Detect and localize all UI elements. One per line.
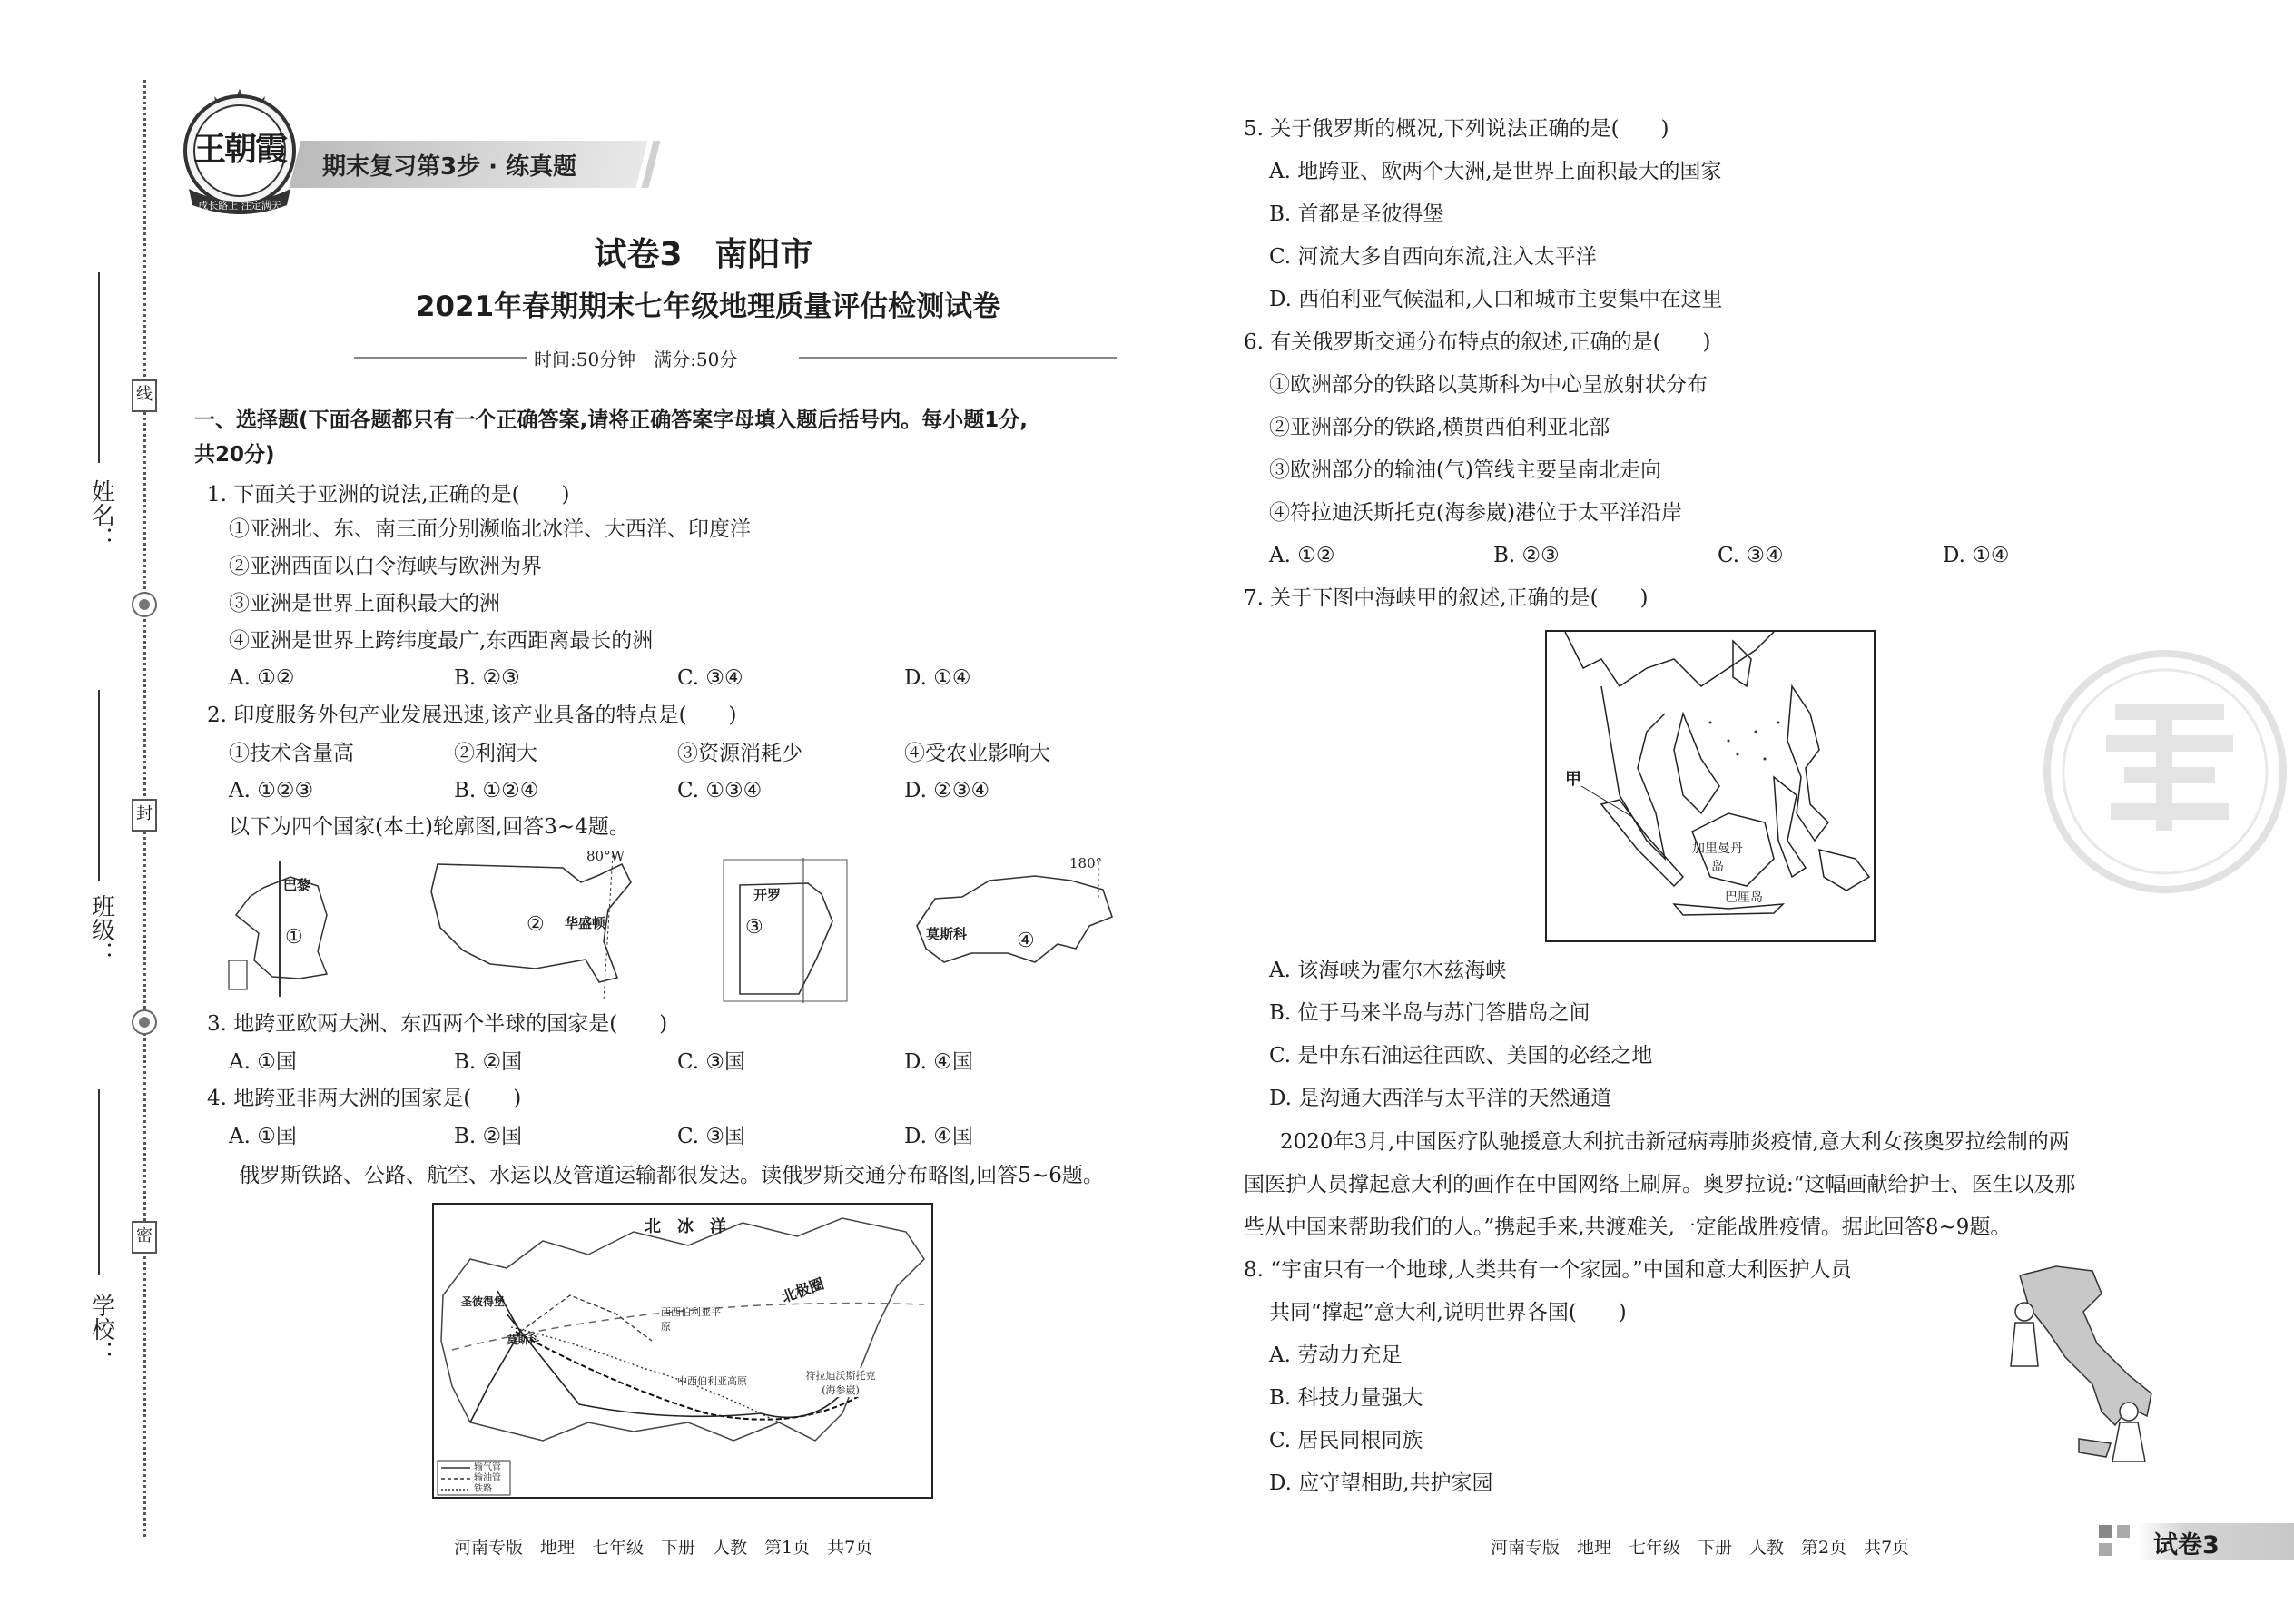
- q1-item-1: ①亚洲北、东、南三面分别濒临北冰洋、大西洋、印度洋: [229, 517, 751, 541]
- q1-stem: 1. 下面关于亚洲的说法,正确的是( ): [207, 483, 570, 507]
- q2-option-d[interactable]: D. ②③④: [904, 779, 990, 802]
- italy-medics-illustration: [1993, 1257, 2201, 1475]
- footer-left: 河南专版 地理 七年级 下册 人教 第1页 共7页: [454, 1538, 873, 1558]
- class-label: 班级：: [87, 894, 115, 965]
- q6-option-b[interactable]: B. ②③: [1493, 544, 1560, 567]
- banner-text: 期末复习第3步 · 练真题: [322, 153, 577, 181]
- russia-map-legend-oil: 输油管: [474, 1473, 501, 1483]
- q6-option-a[interactable]: A. ①②: [1269, 544, 1335, 567]
- passage-line-3: 些从中国来帮助我们的人。”携起手来,共渡难关,一定能战胜疫情。据此回答8~9题。: [1244, 1216, 2012, 1239]
- q3-option-d[interactable]: D. ④国: [904, 1050, 973, 1074]
- q6-option-c[interactable]: C. ③④: [1718, 544, 1784, 567]
- logo-motto: 成长路上 注定满天: [198, 200, 281, 212]
- passage-line-2: 国医护人员撑起意大利的画作在中国网络上刷屏。奥罗拉说:“这幅画献给护士、医生以及那: [1244, 1173, 2076, 1196]
- russia-map-st-petersburg: 圣彼得堡: [461, 1295, 506, 1308]
- russia-map-central-siberia: 中西伯利亚高原: [677, 1375, 747, 1387]
- name-label: 姓名：: [87, 479, 115, 550]
- q8-stem-2: 共同“撑起”意大利,说明世界各国( ): [1269, 1301, 1627, 1324]
- seal-char-mi: 密: [132, 1221, 157, 1254]
- q7-option-d[interactable]: D. 是沟通大西洋与太平洋的天然通道: [1269, 1087, 1612, 1110]
- footer-tab-dot-1: [2099, 1525, 2112, 1538]
- logo-text: 王朝霞: [192, 130, 286, 168]
- q1-item-4: ④亚洲是世界上跨纬度最广,东西距离最长的洲: [229, 629, 654, 653]
- binding-hole-top: [132, 592, 157, 617]
- intro-5-6: 俄罗斯铁路、公路、航空、水运以及管道运输都很发达。读俄罗斯交通分布略图,回答5~6题。: [239, 1164, 1104, 1187]
- russia-map-legend-rail: 铁路: [474, 1484, 492, 1494]
- q4-option-c[interactable]: C. ③国: [677, 1125, 746, 1148]
- q2-option-a[interactable]: A. ①②③: [229, 779, 314, 802]
- q1-item-2: ②亚洲西面以白令海峡与欧洲为界: [229, 555, 542, 578]
- map-egypt-capital: 开罗: [753, 887, 782, 903]
- map-russia-capital: 莫斯科: [926, 926, 968, 942]
- q6-item-3: ③欧洲部分的输油(气)管线主要呈南北走向: [1269, 458, 1661, 482]
- q2-item-4: ④受农业影响大: [904, 742, 1050, 765]
- sea-map-strait-jia: 甲: [1565, 770, 1581, 789]
- q3-stem: 3. 地跨亚欧两大洲、东西两个半球的国家是( ): [207, 1012, 668, 1036]
- time-rule-right: [799, 357, 1117, 359]
- q1-option-d[interactable]: D. ①④: [904, 666, 971, 690]
- q8-option-a[interactable]: A. 劳动力充足: [1269, 1343, 1403, 1367]
- map-france-number: ①: [285, 926, 303, 949]
- q6-item-4: ④符拉迪沃斯托克(海参崴)港位于太平洋沿岸: [1269, 501, 1682, 525]
- map-usa: [427, 848, 654, 1000]
- q7-option-c[interactable]: C. 是中东石油运往西欧、美国的必经之地: [1269, 1044, 1653, 1068]
- class-underline: [98, 690, 100, 881]
- map-russia: [908, 855, 1117, 999]
- q3-option-b[interactable]: B. ②国: [454, 1050, 523, 1074]
- q3-option-a[interactable]: A. ①国: [229, 1050, 297, 1074]
- section-heading: 一、选择题(下面各题都只有一个正确答案,请将正确答案字母填入题后括号内。每小题1分,: [194, 408, 1028, 432]
- q4-stem: 4. 地跨亚非两大洲的国家是( ): [207, 1087, 522, 1110]
- map-egypt-number: ③: [745, 916, 763, 939]
- q1-option-a[interactable]: A. ①②: [229, 666, 295, 690]
- q2-item-2: ②利润大: [454, 742, 537, 765]
- school-underline: [98, 1089, 100, 1275]
- russia-map-ocean: 北 冰 洋: [645, 1217, 726, 1236]
- seal-char-feng: 封: [132, 799, 157, 832]
- russia-map-arctic-circle: 北极圈: [779, 1275, 827, 1306]
- q5-option-d[interactable]: D. 西伯利亚气候温和,人口和城市主要集中在这里: [1269, 288, 1723, 311]
- footer-tab-label: 试卷3: [2153, 1531, 2220, 1560]
- q8-stem: 8. “宇宙只有一个地球,人类共有一个家园。”中国和意大利医护人员: [1244, 1258, 1852, 1282]
- q8-option-d[interactable]: D. 应守望相助,共护家园: [1269, 1471, 1493, 1495]
- q6-item-1: ①欧洲部分的铁路以莫斯科为中心呈放射状分布: [1269, 373, 1708, 397]
- q8-option-b[interactable]: B. 科技力量强大: [1269, 1386, 1423, 1410]
- school-label: 学校：: [87, 1294, 115, 1364]
- russia-transport-map: [432, 1203, 933, 1499]
- map-france-capital: 巴黎: [283, 877, 311, 893]
- q2-item-1: ①技术含量高: [229, 742, 354, 765]
- binding-hole-bottom: [132, 1009, 157, 1035]
- paper-subtitle: 2021年春期期末七年级地理质量评估检测试卷: [415, 290, 1001, 323]
- sea-map-kalimantan: 加里曼丹岛: [1692, 842, 1743, 874]
- intro-3-4: 以下为四个国家(本土)轮廓图,回答3~4题。: [229, 815, 630, 839]
- footer-tab-dot-3: [2099, 1543, 2112, 1556]
- russia-map-legend-gas: 输气管: [474, 1462, 501, 1472]
- q7-stem: 7. 关于下图中海峡甲的叙述,正确的是( ): [1244, 586, 1649, 610]
- q6-item-2: ②亚洲部分的铁路,横贯西伯利亚北部: [1269, 416, 1610, 439]
- russia-map-moscow: 莫斯科: [507, 1334, 540, 1346]
- q1-option-b[interactable]: B. ②③: [454, 666, 520, 690]
- q4-option-a[interactable]: A. ①国: [229, 1125, 297, 1148]
- brand-logo: [178, 87, 301, 223]
- map-france: [227, 861, 354, 997]
- map-usa-meridian: 80°W: [586, 848, 625, 864]
- q8-option-c[interactable]: C. 居民同根同族: [1269, 1429, 1423, 1452]
- footer-tab-dot-2: [2117, 1525, 2130, 1538]
- passage-line-1: 2020年3月,中国医疗队驰援意大利抗击新冠病毒肺炎疫情,意大利女孩奥罗拉绘制的两: [1280, 1130, 2070, 1154]
- map-russia-meridian: 180°: [1069, 855, 1103, 871]
- seal-char-xian: 线: [132, 379, 157, 412]
- map-usa-capital: 华盛顿: [565, 915, 606, 931]
- q7-option-b[interactable]: B. 位于马来半岛与苏门答腊岛之间: [1269, 1001, 1590, 1025]
- time-rule-left: [354, 357, 527, 359]
- q6-stem: 6. 有关俄罗斯交通分布特点的叙述,正确的是( ): [1244, 330, 1711, 354]
- q7-option-a[interactable]: A. 该海峡为霍尔木兹海峡: [1269, 959, 1507, 982]
- name-underline: [98, 272, 100, 463]
- q4-option-b[interactable]: B. ②国: [454, 1125, 523, 1148]
- q6-option-d[interactable]: D. ①④: [1943, 544, 2010, 567]
- q5-option-b[interactable]: B. 首都是圣彼得堡: [1269, 202, 1444, 226]
- q1-option-c[interactable]: C. ③④: [677, 666, 743, 690]
- paper-title: 试卷3 南阳市: [594, 236, 813, 273]
- russia-map-vladivostok: 符拉迪沃斯托克(海参崴): [805, 1370, 876, 1396]
- q2-option-c[interactable]: C. ①③④: [677, 779, 763, 802]
- q5-option-a[interactable]: A. 地跨亚、欧两个大洲,是世界上面积最大的国家: [1269, 160, 1722, 183]
- watermark-seal: [2043, 649, 2288, 894]
- map-egypt: [722, 858, 849, 1003]
- southeast-asia-map: [1545, 630, 1876, 942]
- map-russia-number: ④: [1017, 930, 1035, 952]
- map-usa-number: ②: [527, 913, 545, 936]
- time-info: 时间:50分钟 满分:50分: [534, 349, 738, 370]
- q2-option-b[interactable]: B. ①②④: [454, 779, 539, 802]
- q5-option-c[interactable]: C. 河流大多自西向东流,注入太平洋: [1269, 245, 1597, 269]
- russia-map-west-siberia: 西西伯利亚平原: [661, 1306, 721, 1333]
- q5-stem: 5. 关于俄罗斯的概况,下列说法正确的是( ): [1244, 117, 1669, 141]
- sea-map-bali: 巴厘岛: [1725, 891, 1763, 905]
- q2-stem: 2. 印度服务外包产业发展迅速,该产业具备的特点是( ): [207, 704, 737, 727]
- footer-right: 河南专版 地理 七年级 下册 人教 第2页 共7页: [1491, 1538, 1910, 1558]
- q1-item-3: ③亚洲是世界上面积最大的洲: [229, 592, 500, 615]
- q2-item-3: ③资源消耗少: [677, 742, 802, 765]
- q4-option-d[interactable]: D. ④国: [904, 1125, 973, 1148]
- section-heading-2: 共20分): [194, 443, 275, 467]
- q3-option-c[interactable]: C. ③国: [677, 1050, 746, 1074]
